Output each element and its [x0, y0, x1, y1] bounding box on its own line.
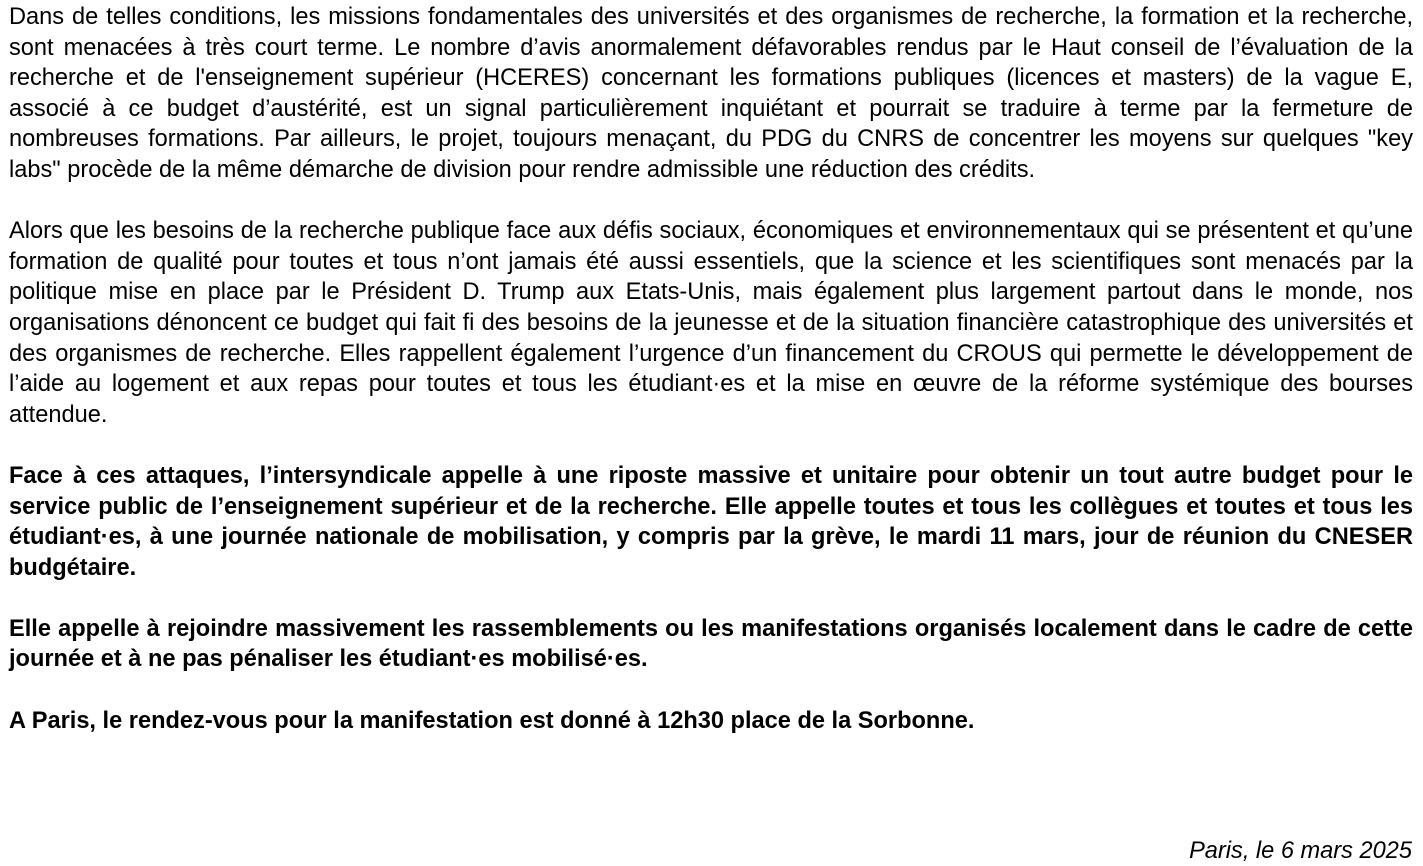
paragraph-appel-mobilisation: Face à ces attaques, l’intersyndicale appelle à une riposte massive et unitaire pour obtenir un tout autre budget pour le service public de l’enseignement supérieur et de la recherche. Elle appelle toutes et tous les collègues et toutes et tous les étudiant·es, à une journée nationale de mobilisation, y compris par la grève, le mardi 11 mars, jour de réunion du CNESER budgétaire.: [9, 462, 1413, 581]
paragraph-missions-menacees: Dans de telles conditions, les missions fondamentales des universités et des organismes de recherche, la formation et la recherche, sont menacées à très court terme. Le nombre d’avis anormalement défavorables rendus par le Haut conseil de l’évaluation de la recherche et de l'enseignement supérieur (HCERES) concernant les formations publiques (licences et masters) de la vague E, associé à ce budget d’austérité, est un signal particulièrement inquiétant et pourrait se traduire à terme par la fermeture de nombreuses formations. Par ailleurs, le projet, toujours menaçant, du PDG du CNRS de concentrer les moyens sur quelques "key labs" procède de la même démarche de division pour rendre admissible une réduction des crédits.: [9, 4, 1413, 183]
paragraph-besoins-recherche: Alors que les besoins de la recherche publique face aux défis sociaux, économiques et environnementaux qui se présentent et qu’une formation de qualité pour toutes et tous n’ont jamais été aussi essentiels, que la science et les scientifiques sont menacés par la politique mise en place par le Président D. Trump aux Etats-Unis, mais également plus largement partout dans le monde, nos organisations dénoncent ce budget qui fait fi des besoins de la jeunesse et de la situation financière catastrophique des universités et des organismes de recherche. Elles rappellent également l’urgence d’un financement du CROUS qui permette le développement de l’aide au logement et aux repas pour toutes et tous les étudiant·es et la mise en œuvre de la réforme systémique des bourses attendue.: [9, 218, 1413, 428]
paragraph-appel-rassemblements: Elle appelle à rejoindre massivement les rassemblements ou les manifestations organisés localement dans le cadre de cette journée et à ne pas pénaliser les étudiant·es mobilisé·es.: [9, 615, 1413, 673]
date-signature: Paris, le 6 mars 2025: [1189, 838, 1412, 864]
paragraph-rendez-vous-paris: A Paris, le rendez-vous pour la manifestation est donné à 12h30 place de la Sorbonne.: [9, 707, 975, 734]
document-body: [9, 2, 1413, 767]
